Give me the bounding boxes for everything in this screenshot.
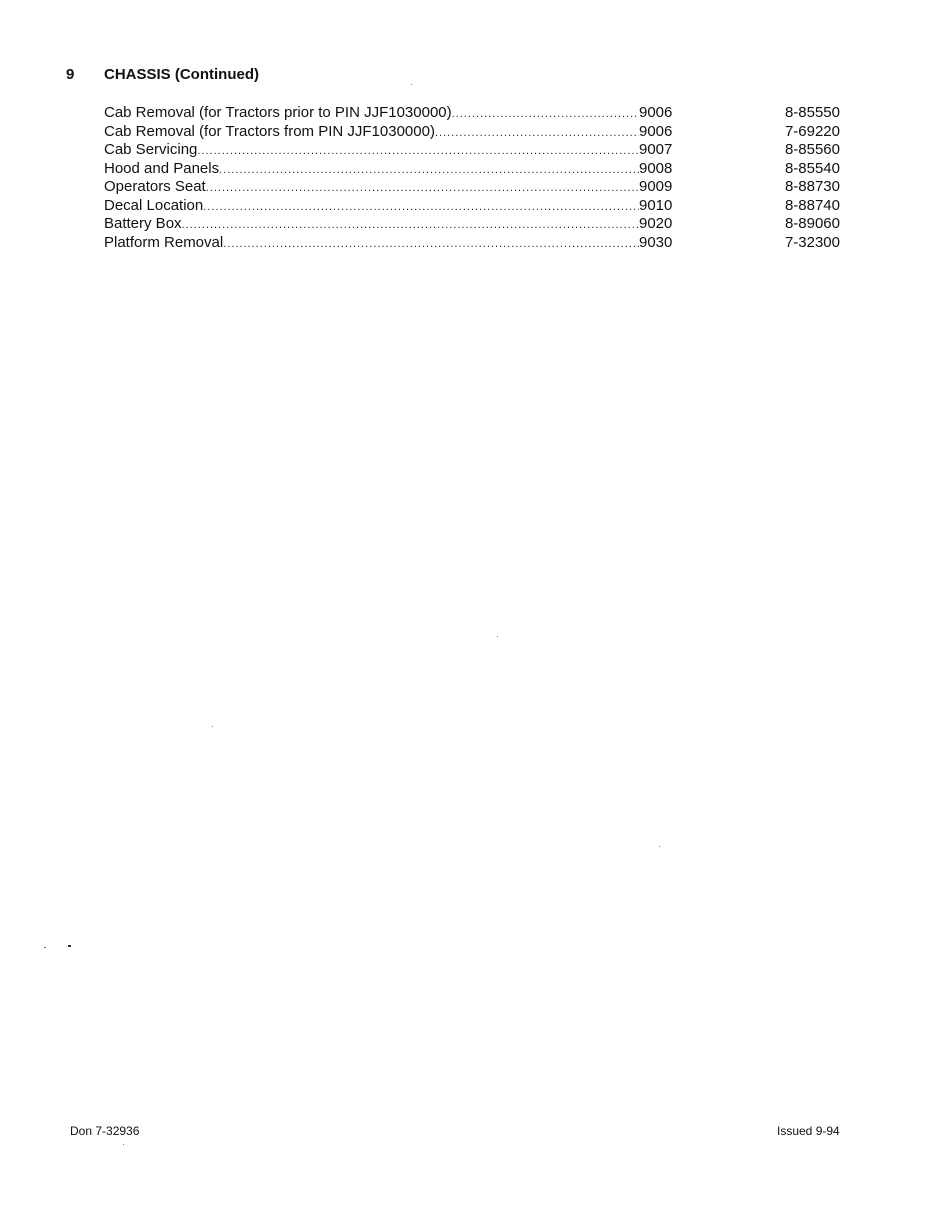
- toc-row: [104, 123, 840, 142]
- scan-speck: [497, 636, 498, 637]
- toc-part-number: 8-89060: [784, 215, 840, 232]
- toc-section-number: 9010: [639, 196, 673, 214]
- scan-speck: [123, 1144, 124, 1145]
- toc-part-number: 7-69220: [784, 122, 840, 140]
- scan-speck: [68, 945, 71, 947]
- toc-section-number: 9009: [639, 178, 673, 195]
- dot-leader: [206, 179, 639, 198]
- toc-row: [104, 104, 840, 123]
- toc-row: [104, 141, 840, 160]
- toc-section-number: 9008: [639, 159, 673, 177]
- scan-speck: [411, 84, 412, 85]
- section-header: [66, 66, 259, 83]
- toc-row: [104, 160, 840, 179]
- toc-row: [104, 178, 840, 197]
- toc-part-number: 8-88740: [784, 196, 840, 214]
- toc-row: [104, 234, 840, 253]
- scan-speck: [44, 947, 46, 948]
- toc-section-number: 9006: [639, 104, 673, 121]
- footer-issue-date: Issued 9-94: [777, 1124, 840, 1138]
- toc-section-number: 9006: [639, 122, 673, 140]
- toc-part-number: 8-85540: [784, 159, 840, 177]
- toc-section-number: 9030: [639, 233, 673, 251]
- toc-part-number: 7-32300: [784, 233, 840, 251]
- dot-leader: [219, 161, 639, 180]
- toc-section-number: 9020: [639, 215, 673, 232]
- toc-part-number: 8-85560: [784, 141, 840, 158]
- dot-leader: [197, 142, 639, 161]
- dot-leader: [435, 124, 639, 143]
- scan-speck: [659, 846, 660, 847]
- toc-entry-title: Cab Removal (for Tractors from PIN JJF1030000): [104, 122, 435, 140]
- scan-speck: [212, 726, 213, 727]
- toc-entry-title: Hood and Panels: [104, 159, 220, 177]
- toc-row: [104, 215, 840, 234]
- toc-entry-title: Decal Location: [104, 196, 204, 214]
- toc-part-number: 8-88730: [784, 178, 840, 195]
- table-of-contents: [104, 104, 840, 252]
- dot-leader: [223, 235, 639, 254]
- toc-entry-title: Cab Removal (for Tractors prior to PIN JJF1030000): [104, 104, 452, 121]
- section-title: CHASSIS (Continued): [104, 66, 259, 83]
- toc-entry-title: Platform Removal: [104, 233, 224, 251]
- footer-document-number: Don 7-32936: [70, 1124, 140, 1138]
- toc-entry-title: Operators Seat: [104, 178, 206, 195]
- section-number: 9: [66, 66, 75, 83]
- toc-entry-title: Cab Servicing: [104, 141, 198, 158]
- toc-section-number: 9007: [639, 141, 673, 158]
- dot-leader: [182, 216, 639, 235]
- dot-leader: [452, 105, 639, 124]
- toc-part-number: 8-85550: [784, 104, 840, 121]
- toc-entry-title: Battery Box: [104, 215, 182, 232]
- dot-leader: [203, 198, 639, 217]
- toc-row: [104, 197, 840, 216]
